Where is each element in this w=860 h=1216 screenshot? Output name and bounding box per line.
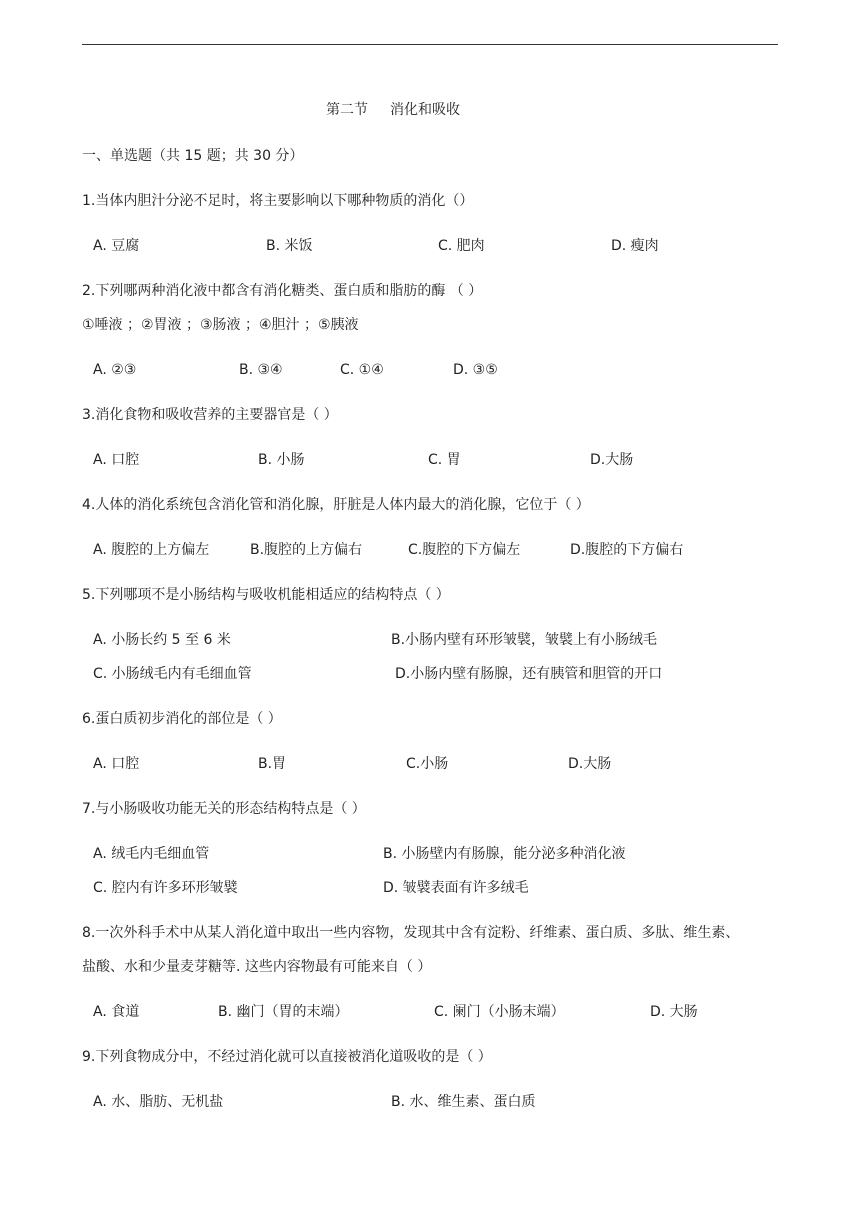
question-5-option-a: A. 小肠长约 5 至 6 米 [93, 632, 231, 648]
question-8-option-b: B. 幽门（胃的末端） [218, 1004, 349, 1020]
question-5-option-c: C. 小肠绒毛内有毛细血管 [93, 666, 252, 682]
question-4-option-a: A. 腹腔的上方偏左 [93, 542, 210, 558]
question-9-option-a: A. 水、脂肪、无机盐 [93, 1094, 224, 1110]
question-3-option-c: C. 胃 [428, 452, 461, 468]
question-3-option-b: B. 小肠 [258, 452, 305, 468]
question-6-option-c: C.小肠 [406, 756, 449, 772]
question-1-option-a: A. 豆腐 [93, 238, 140, 254]
question-9-stem: 9.下列食物成分中，不经过消化就可以直接被消化道吸收的是（ ） [82, 1049, 492, 1065]
question-2-option-c: C. ①④ [340, 362, 384, 378]
question-4-stem: 4.人体的消化系统包含消化管和消化腺，肝脏是人体内最大的消化腺，它位于（ ） [82, 497, 590, 513]
question-7-option-d: D. 皱襞表面有许多绒毛 [383, 880, 529, 896]
title-section: 第二节 [326, 102, 368, 118]
title-topic: 消化和吸收 [390, 102, 460, 118]
question-6-stem: 6.蛋白质初步消化的部位是（ ） [82, 711, 282, 727]
question-6-option-d: D.大肠 [568, 756, 612, 772]
question-4-option-d: D.腹腔的下方偏右 [570, 542, 684, 558]
question-3-option-a: A. 口腔 [93, 452, 140, 468]
question-8-option-d: D. 大肠 [650, 1004, 698, 1020]
question-8-option-c: C. 阑门（小肠末端） [434, 1004, 565, 1020]
question-1-option-d: D. 瘦肉 [611, 238, 659, 254]
question-3-stem: 3.消化食物和吸收营养的主要器官是（ ） [82, 407, 338, 423]
question-2-option-d: D. ③⑤ [453, 362, 498, 378]
question-7-stem: 7.与小肠吸收功能无关的形态结构特点是（ ） [82, 801, 366, 817]
question-5-option-d: D.小肠内壁有肠腺，还有胰管和胆管的开口 [395, 666, 663, 682]
section-heading: 一、单选题（共 15 题；共 30 分） [82, 148, 304, 164]
header-rule [82, 44, 778, 45]
question-2-stem: 2.下列哪两种消化液中都含有消化糖类、蛋白质和脂肪的酶 （ ） [82, 283, 483, 299]
question-8-stem-continued: 盐酸、水和少量麦芽糖等. 这些内容物最有可能来自（ ） [82, 959, 432, 975]
question-2-option-b: B. ③④ [239, 362, 283, 378]
question-5-stem: 5.下列哪项不是小肠结构与吸收机能相适应的结构特点（ ） [82, 587, 450, 603]
question-8-option-a: A. 食道 [93, 1004, 140, 1020]
question-4-option-c: C.腹腔的下方偏左 [408, 542, 521, 558]
question-1-stem: 1.当体内胆汁分泌不足时，将主要影响以下哪种物质的消化（） [82, 193, 474, 209]
question-1-option-b: B. 米饭 [266, 238, 313, 254]
question-6-option-b: B.胃 [258, 756, 287, 772]
question-1-option-c: C. 肥肉 [438, 238, 485, 254]
question-7-option-b: B. 小肠壁内有肠腺，能分泌多种消化液 [383, 846, 626, 862]
question-4-option-b: B.腹腔的上方偏右 [250, 542, 363, 558]
question-5-option-b: B.小肠内壁有环形皱襞，皱襞上有小肠绒毛 [391, 632, 658, 648]
question-3-option-d: D.大肠 [590, 452, 634, 468]
question-2-option-a: A. ②③ [93, 362, 137, 378]
question-6-option-a: A. 口腔 [93, 756, 140, 772]
question-7-option-c: C. 腔内有许多环形皱襞 [93, 880, 238, 896]
question-2-sub: ①唾液 ；②胃液 ；③肠液 ；④胆汁 ；⑤胰液 [82, 317, 359, 333]
question-9-option-b: B. 水、维生素、蛋白质 [391, 1094, 536, 1110]
question-7-option-a: A. 绒毛内毛细血管 [93, 846, 210, 862]
question-8-stem: 8.一次外科手术中从某人消化道中取出一些内容物，发现其中含有淀粉、纤维素、蛋白质、多肽、维生素、 [82, 925, 740, 941]
page-title [326, 101, 460, 119]
